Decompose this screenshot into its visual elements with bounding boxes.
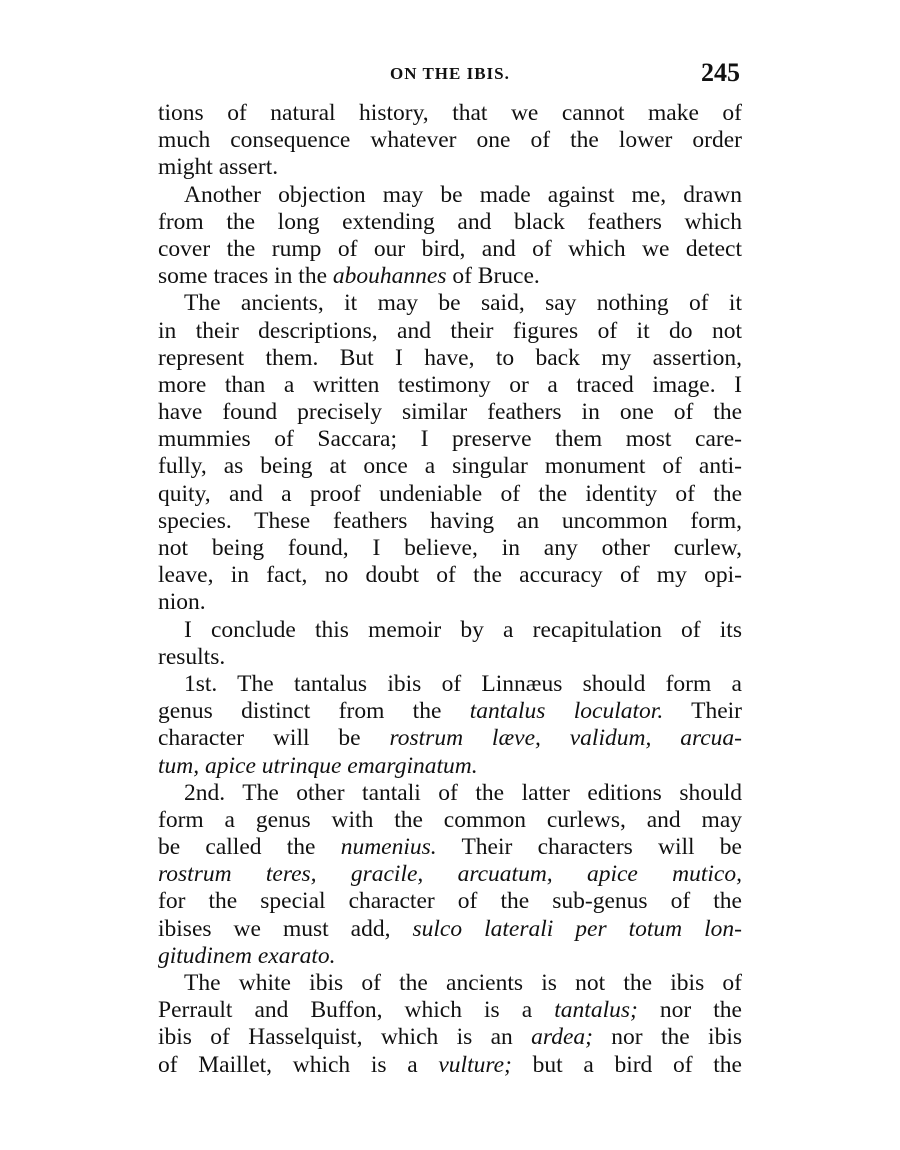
italic-text: numenius. [340, 834, 437, 861]
text-line: The white ibis of the ancients is not the ibis of [184, 970, 742, 996]
text-line [158, 753, 742, 780]
italic-text: tantalus loculator. [469, 698, 664, 725]
text-line: Another objection may be made against me, drawn [184, 181, 742, 208]
text-span: of Bruce. [446, 263, 540, 290]
running-head [160, 58, 740, 92]
text-line: for the special character of the sub-genus of the [158, 888, 742, 915]
text-line [158, 1052, 742, 1079]
text-span: Perrault and Buffon, which is a [158, 997, 555, 1024]
text-line: much consequence whatever one of the lower order [158, 127, 742, 154]
text-line: more than a written testimony or a traced image. I [158, 371, 742, 398]
text-line: might assert. [158, 154, 279, 181]
text-line [158, 698, 742, 725]
italic-text: tantalus; [554, 997, 638, 1024]
italic-text: rostrum læve, validum, arcua- [389, 725, 742, 752]
text-line: represent them. But I have, to back my assertion, [158, 344, 742, 371]
text-span: Their [663, 698, 742, 725]
text-line: have found precisely similar feathers in one of the [158, 399, 742, 426]
text-line: species. These feathers having an uncommon form, [158, 507, 742, 534]
text-line: The ancients, it may be said, say nothing of it [184, 290, 742, 317]
text-line [158, 943, 742, 970]
text-span: but a bird of the [511, 1051, 742, 1078]
text-line [158, 997, 742, 1024]
text-span: character will be [158, 725, 390, 752]
text-line: results. [158, 643, 226, 670]
italic-text: ardea; [531, 1024, 593, 1051]
text-span: ibis of Hasselquist, which is an [158, 1024, 532, 1051]
text-span: nor the ibis [592, 1024, 742, 1051]
body-text [158, 100, 742, 1079]
text-span: of Maillet, which is a [158, 1051, 439, 1078]
running-title: ON THE IBIS. [390, 64, 510, 83]
text-span: some traces in the [158, 263, 333, 290]
text-line: nion. [158, 589, 206, 616]
text-line [158, 834, 742, 861]
text-line: fully, as being at once a singular monument of anti- [158, 453, 742, 480]
text-line: I conclude this memoir by a recapitulation of its [184, 616, 742, 643]
text-line [158, 861, 742, 888]
text-line: in their descriptions, and their figures of it do not [158, 317, 742, 344]
text-line: tions of natural history, that we cannot make of [158, 100, 742, 126]
text-span: Their characters will be [436, 834, 742, 861]
italic-text: sulco laterali per totum lon- [412, 915, 742, 942]
text-line: form a genus with the common curlews, and may [158, 806, 742, 833]
text-line [158, 725, 742, 752]
text-line: 2nd. The other tantali of the latter editions should [184, 779, 742, 806]
text-span: genus distinct from the [158, 698, 470, 725]
italic-text: abouhannes [332, 263, 447, 290]
text-line [158, 263, 742, 290]
text-line: 1st. The tantalus ibis of Linnæus should form a [184, 670, 742, 697]
text-line: leave, in fact, no doubt of the accuracy of my opi- [158, 562, 742, 589]
text-line [158, 1024, 742, 1051]
text-line: quity, and a proof undeniable of the identity of the [158, 480, 742, 507]
text-line [158, 916, 742, 943]
text-line: mummies of Saccara; I preserve them most care- [158, 426, 742, 453]
page-number: 245 [701, 58, 740, 87]
text-span: ibises we must add, [158, 915, 413, 942]
italic-text: vulture; [438, 1051, 512, 1078]
text-line: from the long extending and black feathers which [158, 208, 742, 235]
italic-text: gitudinem exarato. [158, 942, 336, 969]
italic-text: tum, apice utrinque emarginatum. [158, 752, 478, 779]
italic-text: rostrum teres, gracile, arcuatum, apice mutico, [158, 861, 742, 888]
text-span: be called the [158, 834, 341, 861]
text-line: cover the rump of our bird, and of which we detect [158, 235, 742, 262]
text-span: nor the [637, 997, 742, 1024]
text-line: not being found, I believe, in any other curlew, [158, 535, 742, 561]
